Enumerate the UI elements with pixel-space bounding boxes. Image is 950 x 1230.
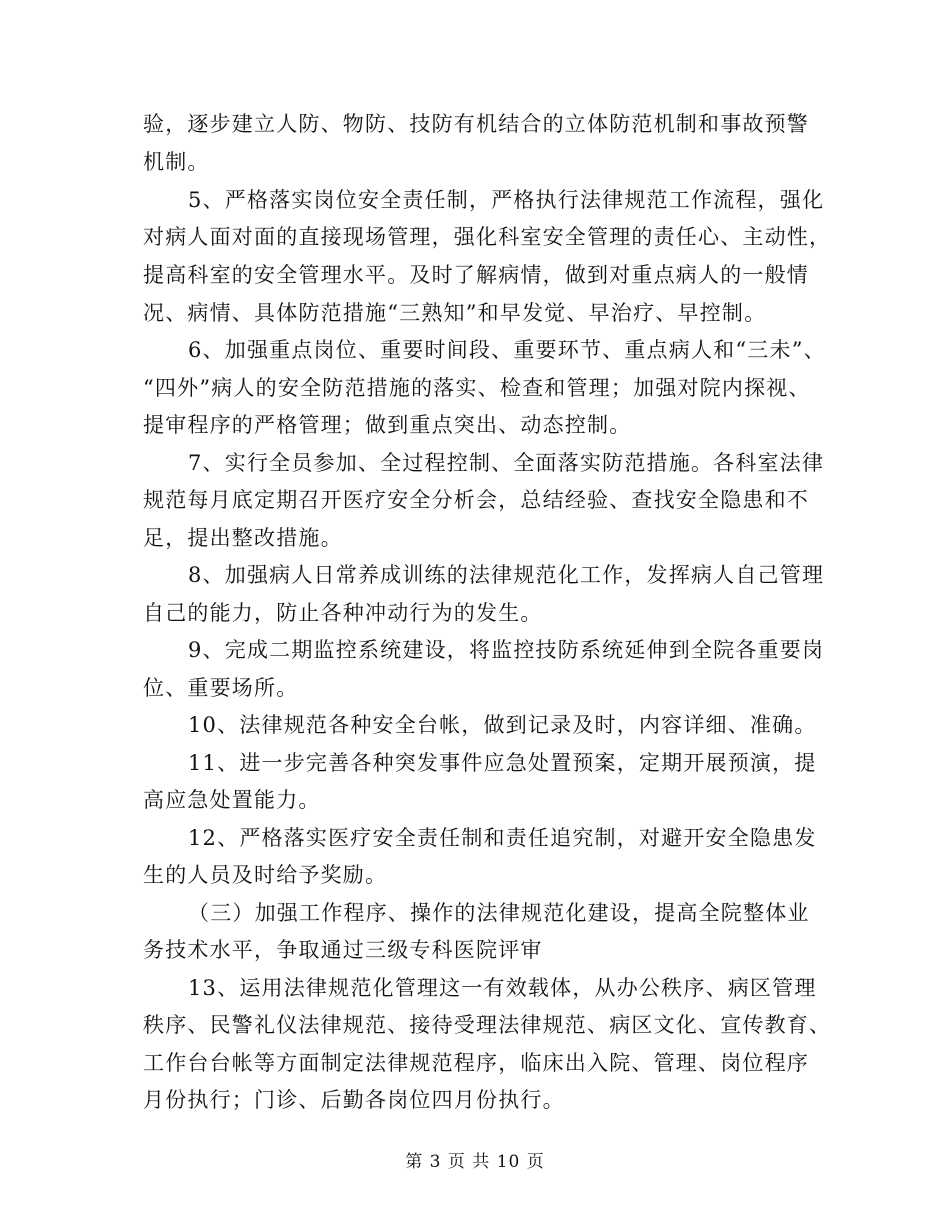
text-line: 9、完成二期监控系统建设，将监控技防系统延伸到全院各重要岗 [188,638,825,662]
text-line: 况、病情、具体防范措施“三熟知”和早发觉、早治疗、早控制。 [143,301,767,325]
text-line: 10、法律规范各种安全台帐，做到记录及时，内容详细、准确。 [188,713,817,737]
text-line: “四外”病人的安全防范措施的落实、检查和管理；加强对院内探视、 [143,376,811,400]
text-line: 提审程序的严格管理；做到重点突出、动态控制。 [143,413,632,437]
text-line: 对病人面对面的直接现场管理，强化科室安全管理的责任心、主动性， [143,225,832,249]
text-line: 6、加强重点岗位、重要时间段、重要环节、重点病人和“三未”、 [188,338,826,362]
text-line: 务技术水平，争取通过三级专科医院评审 [143,938,543,962]
text-line: 8、加强病人日常养成训练的法律规范化工作，发挥病人自己管理 [188,563,825,587]
text-line: 12、严格落实医疗安全责任制和责任追究制，对避开安全隐患发 [188,826,817,850]
text-line: 机制。 [143,150,210,174]
text-line: 11、进一步完善各种突发事件应急处置预案，定期开展预演，提 [188,751,817,775]
text-line: 秩序、民警礼仪法律规范、接待受理法律规范、病区文化、宣传教育、 [143,1013,832,1037]
text-line: 验，逐步建立人防、物防、技防有机结合的立体防范机制和事故预警 [143,112,809,136]
text-line: 高应急处置能力。 [143,788,321,812]
text-line: （三）加强工作程序、操作的法律规范化建设，提高全院整体业 [188,901,810,925]
text-line: 13、运用法律规范化管理这一有效载体，从办公秩序、病区管理 [188,976,817,1000]
page-number-footer: 第 3 页 共 10 页 [405,1152,545,1172]
text-line: 规范每月底定期召开医疗安全分析会，总结经验、查找安全隐患和不 [143,488,809,512]
text-line: 生的人员及时给予奖励。 [143,863,388,887]
text-line: 位、重要场所。 [143,676,299,700]
text-line: 5、严格落实岗位安全责任制，严格执行法律规范工作流程，强化 [188,188,825,212]
text-line: 足，提出整改措施。 [143,526,343,550]
text-line: 自己的能力，防止各种冲动行为的发生。 [143,601,543,625]
text-line: 提高科室的安全管理水平。及时了解病情，做到对重点病人的一般情 [143,263,809,287]
text-line: 工作台台帐等方面制定法律规范程序，临床出入院、管理、岗位程序 [143,1051,809,1075]
text-line: 月份执行；门诊、后勤各岗位四月份执行。 [143,1088,565,1112]
text-line: 7、实行全员参加、全过程控制、全面落实防范措施。各科室法律 [188,451,825,475]
